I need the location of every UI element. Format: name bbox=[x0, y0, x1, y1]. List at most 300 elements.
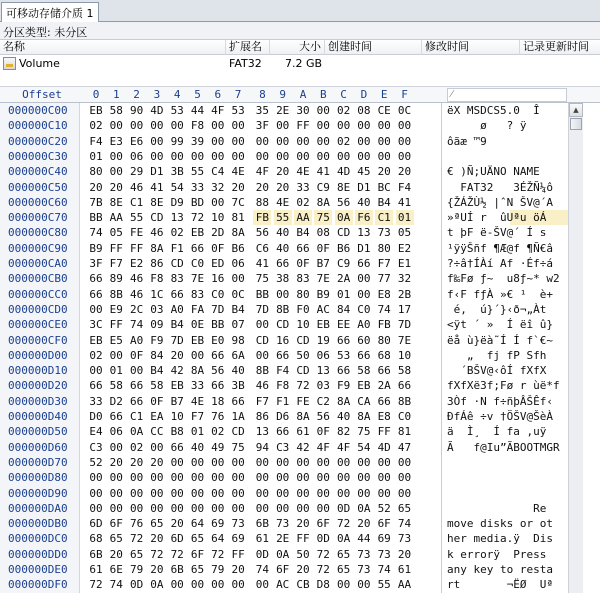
hex-byte[interactable]: B8 bbox=[170, 425, 184, 439]
hex-byte[interactable]: 00 bbox=[336, 471, 351, 485]
hex-byte[interactable]: 3F bbox=[89, 257, 103, 270]
hex-byte[interactable]: 53 bbox=[231, 104, 245, 117]
hex-byte[interactable]: 42 bbox=[296, 440, 310, 454]
hex-byte[interactable]: 10 bbox=[397, 348, 412, 362]
hex-byte[interactable]: B9 bbox=[316, 287, 330, 301]
hex-byte[interactable]: C0 bbox=[357, 302, 371, 316]
hex-byte[interactable]: 20 bbox=[296, 517, 310, 531]
hex-byte[interactable]: 33 bbox=[190, 180, 205, 194]
hex-byte[interactable]: 00 bbox=[296, 471, 310, 485]
hex-byte[interactable]: 40 bbox=[231, 364, 245, 378]
hex-byte[interactable]: 8B bbox=[109, 287, 123, 301]
hex-byte[interactable]: 20 bbox=[150, 455, 164, 469]
row-text[interactable]: <ÿt ´ » Í ëî û} bbox=[447, 318, 553, 332]
hex-byte[interactable]: 7E bbox=[397, 333, 412, 347]
hex-row[interactable] bbox=[0, 271, 568, 286]
hex-byte[interactable]: 94 bbox=[255, 440, 270, 454]
hex-byte[interactable]: FF bbox=[231, 547, 245, 561]
hex-byte[interactable]: 0D bbox=[336, 501, 351, 515]
hex-byte[interactable]: 3C bbox=[89, 318, 103, 332]
hex-byte[interactable]: 0A bbox=[150, 578, 164, 592]
row-text[interactable]: {ŽÁŽÙ½ |ˆN ŠV@´A bbox=[447, 195, 553, 209]
hex-byte[interactable]: 53 bbox=[170, 104, 184, 117]
hex-byte[interactable]: 72 bbox=[316, 563, 330, 576]
hex-byte[interactable]: 6D bbox=[170, 532, 184, 546]
row-text[interactable]: her media.ÿ Dis bbox=[447, 532, 553, 546]
hex-byte[interactable]: 4E bbox=[276, 195, 290, 209]
hex-byte[interactable]: B7 bbox=[170, 394, 184, 408]
hex-byte[interactable]: 4F bbox=[316, 440, 330, 454]
hex-row[interactable] bbox=[0, 363, 568, 378]
hex-byte[interactable]: F0 bbox=[296, 302, 310, 316]
hex-byte[interactable]: A0 bbox=[129, 333, 144, 347]
hex-byte[interactable]: 00 bbox=[276, 501, 290, 515]
hex-byte[interactable]: AC bbox=[276, 578, 290, 592]
hex-byte[interactable]: 73 bbox=[357, 547, 371, 561]
hex-byte[interactable]: 40 bbox=[276, 241, 290, 255]
row-text[interactable]: »ªUÍ r ûUªu öÁ bbox=[447, 210, 568, 225]
row-text[interactable]: é, ú}´}‹ð¬„Àt bbox=[447, 302, 547, 316]
hex-byte[interactable]: 00 bbox=[276, 287, 290, 301]
hex-byte[interactable]: 73 bbox=[357, 563, 371, 576]
row-text[interactable]: ¹ÿÿŠñf ¶Æ@f ¶Ñ€â bbox=[447, 241, 553, 255]
hex-byte[interactable]: 00 bbox=[109, 486, 123, 500]
hex-byte[interactable]: 80 bbox=[377, 333, 391, 347]
row-text[interactable]: „ fj fP Sfh bbox=[447, 348, 547, 362]
hex-byte[interactable]: 00 bbox=[357, 287, 371, 301]
hex-byte[interactable]: 6E bbox=[109, 563, 123, 576]
hex-byte[interactable]: C9 bbox=[316, 180, 330, 194]
hex-byte[interactable]: 64 bbox=[190, 517, 205, 531]
hex-row[interactable] bbox=[0, 149, 568, 164]
hex-byte[interactable]: 00 bbox=[231, 486, 245, 500]
hex-byte[interactable]: 00 bbox=[357, 149, 371, 163]
hex-byte[interactable]: 00 bbox=[296, 134, 310, 148]
hex-byte[interactable]: 40 bbox=[357, 195, 371, 209]
hex-byte[interactable]: 82 bbox=[336, 425, 351, 439]
hex-byte[interactable]: 00 bbox=[211, 501, 225, 515]
hex-byte[interactable]: 00 bbox=[170, 578, 184, 592]
hex-byte[interactable]: 81 bbox=[231, 211, 245, 225]
hex-byte[interactable]: 00 bbox=[276, 471, 290, 485]
hex-byte[interactable]: 50 bbox=[296, 547, 310, 561]
hex-byte[interactable]: F4 bbox=[276, 364, 290, 378]
hex-byte[interactable]: 66 bbox=[276, 257, 290, 270]
hex-byte[interactable]: 00 bbox=[109, 501, 123, 515]
hex-byte[interactable]: 00 bbox=[316, 486, 330, 500]
hex-byte[interactable]: FE bbox=[296, 394, 310, 408]
row-text[interactable]: k errorÿ Press bbox=[447, 547, 547, 561]
hex-byte[interactable]: 00 bbox=[377, 149, 391, 163]
hex-byte[interactable]: 4D bbox=[336, 165, 351, 179]
hex-byte[interactable]: 8A bbox=[190, 364, 205, 378]
hex-byte[interactable]: 66 bbox=[89, 287, 103, 301]
hex-byte[interactable]: 7D bbox=[397, 318, 412, 332]
hex-row[interactable] bbox=[0, 486, 568, 501]
hex-byte[interactable]: 00 bbox=[276, 134, 290, 148]
hex-byte[interactable]: 32 bbox=[211, 180, 225, 194]
hex-byte[interactable]: 66 bbox=[211, 348, 225, 362]
hex-byte[interactable]: 41 bbox=[150, 180, 164, 194]
hex-row[interactable] bbox=[0, 195, 568, 210]
hex-byte[interactable]: D8 bbox=[316, 578, 330, 592]
hex-byte[interactable]: 56 bbox=[211, 364, 225, 378]
hex-byte[interactable]: 00 bbox=[296, 455, 310, 469]
hex-byte[interactable]: D9 bbox=[170, 195, 184, 209]
hex-byte[interactable]: D1 bbox=[150, 165, 164, 179]
hex-byte[interactable]: 20 bbox=[231, 563, 245, 576]
hex-byte[interactable]: 00 bbox=[170, 149, 184, 163]
hex-byte[interactable]: 00 bbox=[357, 486, 371, 500]
hex-byte[interactable]: 98 bbox=[231, 333, 245, 347]
hex-byte[interactable]: 00 bbox=[109, 348, 123, 362]
hex-byte[interactable]: 66 bbox=[129, 394, 144, 408]
hex-byte[interactable]: 6D bbox=[89, 517, 103, 531]
hex-byte[interactable]: 8E bbox=[150, 195, 164, 209]
hex-byte[interactable]: 20 bbox=[397, 165, 412, 179]
row-text[interactable]: fXfXë3f;Fø r ùë*f bbox=[447, 379, 560, 393]
hex-byte[interactable]: A0 bbox=[357, 318, 371, 332]
hex-byte[interactable]: FA bbox=[190, 302, 205, 316]
row-text[interactable]: f‹F fƒÀ »€ ¹ è+ bbox=[447, 287, 553, 301]
hex-byte[interactable]: 00 bbox=[150, 486, 164, 500]
hex-byte[interactable]: 72 bbox=[89, 578, 103, 592]
hex-row[interactable] bbox=[0, 134, 568, 149]
hex-byte[interactable]: F8 bbox=[150, 272, 164, 286]
hex-byte[interactable]: 0F bbox=[129, 348, 144, 362]
hex-byte[interactable]: 79 bbox=[129, 563, 144, 576]
hex-byte[interactable]: 00 bbox=[316, 104, 330, 117]
hex-byte[interactable]: CE bbox=[377, 104, 391, 117]
hex-byte[interactable]: 02 bbox=[170, 226, 184, 240]
hex-byte[interactable]: 20 bbox=[109, 455, 123, 469]
hex-byte[interactable]: 0F bbox=[211, 241, 225, 255]
hex-byte[interactable]: 77 bbox=[377, 272, 391, 286]
hex-byte[interactable]: 00 bbox=[190, 501, 205, 515]
hex-byte[interactable]: 65 bbox=[336, 547, 351, 561]
hex-row[interactable] bbox=[0, 440, 568, 455]
hex-byte[interactable]: 41 bbox=[255, 257, 270, 270]
hex-byte[interactable]: 0E bbox=[190, 318, 205, 332]
hex-byte[interactable]: 6A bbox=[231, 348, 245, 362]
hex-byte[interactable]: 66 bbox=[89, 379, 103, 393]
hex-byte[interactable]: EB bbox=[190, 333, 205, 347]
hex-byte[interactable]: CD bbox=[276, 318, 290, 332]
hex-byte[interactable]: 40 bbox=[190, 440, 205, 454]
hex-byte[interactable]: 00 bbox=[377, 471, 391, 485]
hex-byte[interactable]: 20 bbox=[276, 165, 290, 179]
hex-byte[interactable]: 00 bbox=[357, 471, 371, 485]
hex-byte[interactable]: 80 bbox=[89, 165, 103, 179]
hex-byte[interactable]: 35 bbox=[255, 104, 270, 117]
hex-byte[interactable]: FB bbox=[377, 318, 391, 332]
hex-byte[interactable]: 56 bbox=[255, 226, 270, 240]
hex-byte[interactable]: 66 bbox=[231, 394, 245, 408]
hex-byte[interactable]: 00 bbox=[316, 501, 330, 515]
hex-byte[interactable]: FE bbox=[129, 226, 144, 240]
hex-byte[interactable]: 69 bbox=[377, 532, 391, 546]
hex-byte[interactable]: 30 bbox=[296, 104, 310, 117]
hex-byte[interactable]: 00 bbox=[357, 578, 371, 592]
hex-byte[interactable]: 1A bbox=[231, 410, 245, 423]
hex-byte[interactable]: 20 bbox=[296, 563, 310, 576]
hex-byte[interactable]: B7 bbox=[316, 257, 330, 270]
hex-byte[interactable]: 0F bbox=[316, 241, 330, 255]
column-size[interactable]: 大小 bbox=[270, 40, 325, 55]
hex-byte[interactable]: CC bbox=[150, 425, 164, 439]
hex-byte[interactable]: C0 bbox=[397, 410, 412, 423]
hex-byte[interactable]: 33 bbox=[190, 379, 205, 393]
hex-byte[interactable]: 61 bbox=[296, 425, 310, 439]
hex-byte[interactable]: EB bbox=[89, 104, 103, 117]
row-text[interactable]: move disks or ot bbox=[447, 517, 553, 531]
hex-byte[interactable]: 56 bbox=[316, 410, 330, 423]
hex-byte[interactable]: E3 bbox=[109, 134, 123, 148]
hex-byte[interactable]: 72 bbox=[336, 517, 351, 531]
row-text[interactable]: f‰Fø ƒ~ u8ƒ~* w2 bbox=[447, 272, 560, 286]
hex-byte[interactable]: 01 bbox=[109, 364, 123, 378]
hex-byte[interactable]: 83 bbox=[170, 272, 184, 286]
hex-byte[interactable]: D0 bbox=[89, 410, 103, 423]
hex-byte[interactable]: 00 bbox=[129, 501, 144, 515]
hex-byte[interactable]: 0A bbox=[129, 425, 144, 439]
hex-byte[interactable]: 2E bbox=[276, 104, 290, 117]
hex-byte[interactable]: 66 bbox=[190, 241, 205, 255]
hex-byte[interactable]: 00 bbox=[190, 455, 205, 469]
hex-byte[interactable]: 01 bbox=[89, 149, 103, 163]
hex-byte[interactable]: F8 bbox=[190, 119, 205, 133]
hex-byte[interactable]: CD bbox=[231, 425, 245, 439]
hex-byte[interactable]: 46 bbox=[129, 272, 144, 286]
hex-byte[interactable]: CD bbox=[255, 333, 270, 347]
hex-byte[interactable]: 00 bbox=[170, 471, 184, 485]
hex-byte[interactable]: 00 bbox=[296, 486, 310, 500]
hex-byte[interactable]: 0F bbox=[316, 425, 330, 439]
hex-row[interactable] bbox=[0, 531, 568, 546]
hex-byte[interactable]: ED bbox=[211, 257, 225, 270]
hex-byte[interactable]: 00 bbox=[109, 440, 123, 454]
hex-row[interactable] bbox=[0, 317, 568, 332]
hex-byte[interactable]: FF bbox=[109, 318, 123, 332]
hex-byte[interactable]: 74 bbox=[377, 302, 391, 316]
hex-byte[interactable]: F6 bbox=[355, 210, 373, 225]
hex-byte[interactable]: 20 bbox=[109, 180, 123, 194]
row-text[interactable]: ëå ù}ëà˜Í Í f`€~ bbox=[447, 333, 553, 347]
hex-byte[interactable]: 00 bbox=[150, 149, 164, 163]
hex-byte[interactable]: 52 bbox=[377, 501, 391, 515]
hex-byte[interactable]: 00 bbox=[336, 119, 351, 133]
hex-byte[interactable]: FF bbox=[129, 241, 144, 255]
hex-byte[interactable]: CD bbox=[336, 226, 351, 240]
hex-row[interactable] bbox=[0, 256, 568, 271]
hex-byte[interactable]: 58 bbox=[357, 364, 371, 378]
hex-byte[interactable]: 00 bbox=[231, 501, 245, 515]
hex-byte[interactable]: 00 bbox=[397, 134, 412, 148]
hex-row[interactable] bbox=[0, 164, 568, 179]
hex-byte[interactable]: 13 bbox=[357, 226, 371, 240]
hex-byte[interactable]: 66 bbox=[170, 287, 184, 301]
hex-byte[interactable]: 79 bbox=[211, 563, 225, 576]
hex-byte[interactable]: 00 bbox=[190, 471, 205, 485]
hex-byte[interactable]: 18 bbox=[211, 394, 225, 408]
hex-byte[interactable]: 41 bbox=[397, 195, 412, 209]
scroll-thumb[interactable] bbox=[570, 118, 582, 130]
hex-byte[interactable]: 20 bbox=[397, 547, 412, 561]
hex-row[interactable] bbox=[0, 241, 568, 256]
hex-byte[interactable]: 68 bbox=[89, 532, 103, 546]
hex-byte[interactable]: 7E bbox=[316, 272, 330, 286]
hex-byte[interactable]: C3 bbox=[276, 440, 290, 454]
hex-byte[interactable]: 08 bbox=[316, 226, 330, 240]
row-text[interactable]: ´BŠV@‹ôÍ fXfX bbox=[447, 364, 547, 378]
hex-byte[interactable]: 00 bbox=[190, 578, 205, 592]
hex-byte[interactable]: 17 bbox=[397, 302, 412, 316]
hex-byte[interactable]: 84 bbox=[150, 348, 164, 362]
hex-row[interactable] bbox=[0, 287, 568, 302]
hex-byte[interactable]: 20 bbox=[377, 165, 391, 179]
hex-byte[interactable]: 8B bbox=[276, 302, 290, 316]
hex-byte[interactable]: 86 bbox=[150, 257, 164, 270]
hex-row[interactable] bbox=[0, 180, 568, 195]
hex-byte[interactable]: 13 bbox=[316, 364, 330, 378]
hex-byte[interactable]: 02 bbox=[211, 425, 225, 439]
hex-byte[interactable]: 00 bbox=[109, 165, 123, 179]
hex-byte[interactable]: 00 bbox=[357, 272, 371, 286]
hex-row[interactable] bbox=[0, 394, 568, 409]
hex-byte[interactable]: 00 bbox=[129, 119, 144, 133]
hex-byte[interactable]: 20 bbox=[276, 180, 290, 194]
hex-byte[interactable]: 20 bbox=[150, 563, 164, 576]
row-text[interactable]: ëX MSDCS5.0 Î bbox=[447, 104, 540, 117]
hex-byte[interactable]: 00 bbox=[336, 486, 351, 500]
row-text[interactable]: 3Òf ·N f÷ñþÂŠÊf‹ bbox=[447, 394, 553, 408]
hex-byte[interactable]: 53 bbox=[336, 348, 351, 362]
hex-byte[interactable]: 66 bbox=[397, 379, 412, 393]
row-text[interactable]: € )Ñ;UÄNO NAME bbox=[447, 165, 540, 179]
hex-byte[interactable]: 06 bbox=[109, 425, 123, 439]
hex-byte[interactable]: E8 bbox=[377, 287, 391, 301]
hex-byte[interactable]: 46 bbox=[129, 180, 144, 194]
hex-byte[interactable]: 46 bbox=[255, 379, 270, 393]
hex-byte[interactable]: C4 bbox=[211, 165, 225, 179]
hex-byte[interactable]: C1 bbox=[129, 410, 144, 423]
hex-byte[interactable]: 42 bbox=[170, 364, 184, 378]
hex-byte[interactable]: CD bbox=[170, 257, 184, 270]
hex-byte[interactable]: 40 bbox=[336, 410, 351, 423]
hex-byte[interactable]: 55 bbox=[129, 211, 144, 225]
hex-byte[interactable]: 7C bbox=[231, 195, 245, 209]
hex-byte[interactable]: 80 bbox=[296, 287, 310, 301]
column-created[interactable]: 创建时间 bbox=[325, 40, 422, 55]
hex-byte[interactable]: 00 bbox=[211, 455, 225, 469]
vertical-scrollbar[interactable] bbox=[568, 103, 583, 593]
hex-byte[interactable]: F9 bbox=[150, 333, 164, 347]
hex-byte[interactable]: 83 bbox=[190, 287, 205, 301]
hex-byte[interactable]: 00 bbox=[357, 455, 371, 469]
hex-byte[interactable]: BB bbox=[89, 211, 103, 225]
hex-byte[interactable]: 00 bbox=[316, 471, 330, 485]
hex-byte[interactable]: 0A bbox=[335, 210, 353, 225]
hex-byte[interactable]: 00 bbox=[276, 455, 290, 469]
hex-byte[interactable]: B4 bbox=[231, 302, 245, 316]
hex-byte[interactable]: 74 bbox=[377, 563, 391, 576]
hex-byte[interactable]: 76 bbox=[129, 517, 144, 531]
hex-byte[interactable]: 0C bbox=[397, 104, 412, 117]
hex-byte[interactable]: 58 bbox=[397, 364, 412, 378]
hex-byte[interactable]: 00 bbox=[150, 471, 164, 485]
hex-byte[interactable]: CD bbox=[296, 333, 310, 347]
scroll-up-icon[interactable]: ▲ bbox=[569, 103, 583, 117]
hex-byte[interactable]: 8E bbox=[336, 180, 351, 194]
hex-byte[interactable]: C6 bbox=[255, 241, 270, 255]
hex-byte[interactable]: 55 bbox=[274, 210, 292, 225]
row-text[interactable]: ?÷â†ÍÀí Af ·Éf÷á bbox=[447, 257, 553, 270]
hex-byte[interactable]: 54 bbox=[170, 180, 184, 194]
hex-byte[interactable]: 00 bbox=[255, 486, 270, 500]
hex-byte[interactable]: 00 bbox=[109, 149, 123, 163]
hex-byte[interactable]: 52 bbox=[89, 455, 103, 469]
hex-byte[interactable]: B4 bbox=[377, 195, 391, 209]
hex-byte[interactable]: 66 bbox=[296, 241, 310, 255]
hex-byte[interactable]: FF bbox=[109, 241, 123, 255]
hex-byte[interactable]: 01 bbox=[336, 287, 351, 301]
hex-row[interactable] bbox=[0, 424, 568, 439]
hex-byte[interactable]: F7 bbox=[377, 257, 391, 270]
column-name[interactable]: 名称 bbox=[0, 40, 226, 55]
hex-byte[interactable]: EB bbox=[357, 379, 371, 393]
hex-byte[interactable]: 0A bbox=[357, 501, 371, 515]
hex-byte[interactable]: 6B bbox=[89, 547, 103, 561]
hex-byte[interactable]: 00 bbox=[296, 501, 310, 515]
hex-byte[interactable]: 19 bbox=[316, 333, 330, 347]
hex-byte[interactable]: 00 bbox=[316, 455, 330, 469]
hex-byte[interactable]: 08 bbox=[357, 104, 371, 117]
hex-byte[interactable]: C3 bbox=[89, 440, 103, 454]
hex-byte[interactable]: 41 bbox=[316, 165, 330, 179]
hex-byte[interactable]: 00 bbox=[316, 149, 330, 163]
hex-byte[interactable]: 20 bbox=[170, 348, 184, 362]
hex-byte[interactable]: EB bbox=[170, 379, 184, 393]
hex-byte[interactable]: 16 bbox=[211, 272, 225, 286]
hex-byte[interactable]: 0F bbox=[296, 257, 310, 270]
hex-byte[interactable]: C0 bbox=[211, 287, 225, 301]
hex-byte[interactable]: 61 bbox=[397, 563, 412, 576]
hex-byte[interactable]: 00 bbox=[316, 134, 330, 148]
hex-byte[interactable]: 73 bbox=[231, 517, 245, 531]
hex-byte[interactable]: 39 bbox=[190, 134, 205, 148]
row-text[interactable]: FAT32 3ÉŽÑ¼ô bbox=[447, 180, 553, 194]
hex-byte[interactable]: 00 bbox=[255, 455, 270, 469]
hex-row[interactable] bbox=[0, 118, 568, 133]
hex-byte[interactable]: 66 bbox=[357, 348, 371, 362]
hex-byte[interactable]: 72 bbox=[150, 547, 164, 561]
hex-byte[interactable]: B4 bbox=[170, 318, 184, 332]
hex-row[interactable] bbox=[0, 455, 568, 470]
hex-byte[interactable]: 2D bbox=[211, 226, 225, 240]
hex-byte[interactable]: F1 bbox=[170, 241, 184, 255]
hex-byte[interactable]: 86 bbox=[255, 410, 270, 423]
hex-byte[interactable]: 00 bbox=[377, 486, 391, 500]
hex-byte[interactable]: C1 bbox=[129, 195, 144, 209]
hex-byte[interactable]: 68 bbox=[377, 348, 391, 362]
hex-byte[interactable]: B9 bbox=[89, 241, 103, 255]
hex-byte[interactable]: 7D bbox=[211, 302, 225, 316]
hex-byte[interactable]: 00 bbox=[255, 149, 270, 163]
hex-byte[interactable]: 72 bbox=[190, 211, 205, 225]
hex-byte[interactable]: 00 bbox=[276, 119, 290, 133]
hex-byte[interactable]: 6B bbox=[170, 563, 184, 576]
hex-byte[interactable]: 54 bbox=[357, 440, 371, 454]
